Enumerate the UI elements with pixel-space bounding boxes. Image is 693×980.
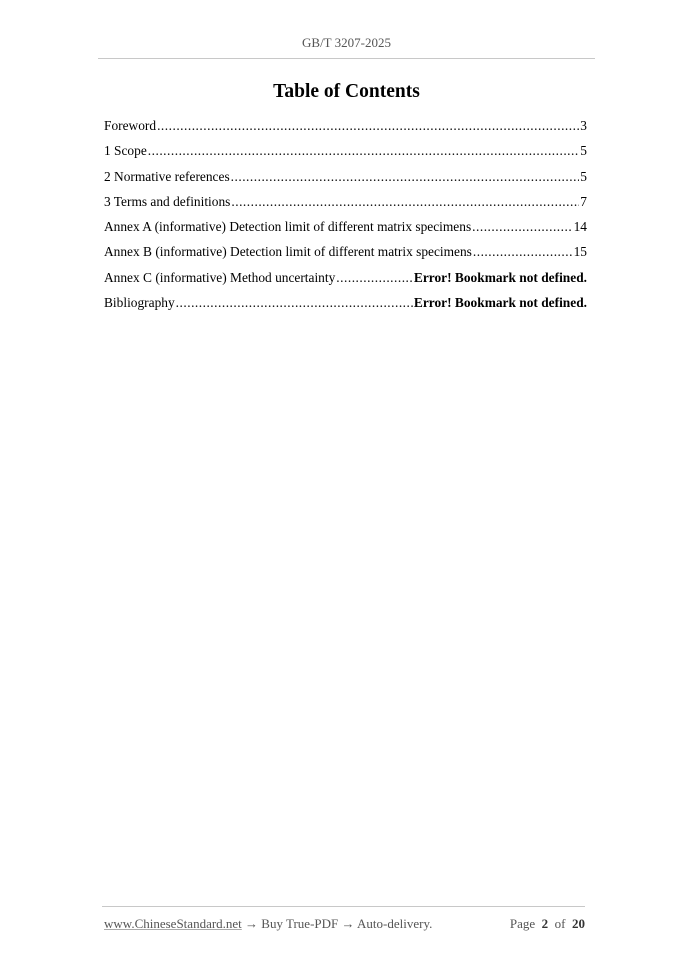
page-title: Table of Contents [273,81,420,102]
website-link[interactable]: www.ChineseStandard.net [104,916,242,931]
toc-entry-page: 3 [580,118,587,133]
toc-entry-label: Annex C (informative) Method uncertainty [104,269,336,285]
toc-leader-dots [336,270,413,286]
toc-entry[interactable] [104,270,587,295]
running-header: GB/T 3207-2025 [302,35,391,50]
toc-entry-page: 5 [580,143,587,159]
toc-entry-label: Bibliography [104,295,175,311]
header-divider [98,58,595,59]
toc-entry-label: Foreword [104,118,157,133]
toc-leader-dots [157,118,579,134]
toc-leader-dots [231,194,579,210]
toc-leader-dots [472,219,572,235]
toc-entry-label: Annex B (informative) Detection limit of different matrix specimens [104,244,472,260]
of-label: of [554,916,566,931]
toc-entry[interactable] [104,143,587,168]
toc-entry-label: 2 Normative references [104,168,230,184]
toc-entry-label: Annex A (informative) Detection limit of different matrix specimens [104,219,472,235]
toc-leader-dots [148,143,580,159]
page-number [510,916,585,932]
toc-entry-label: 1 Scope [104,143,147,159]
toc-leader-dots [231,169,580,185]
page-label: Page [509,916,536,931]
toc-entry-page: 15 [573,244,587,260]
toc-leader-dots [176,295,413,311]
buy-text: Buy True-PDF [261,916,339,931]
toc-entry-page: 5 [580,168,587,184]
current-page: 2 [541,916,549,931]
toc-entry[interactable] [104,295,587,320]
arrow-icon: → [245,916,259,931]
toc-entry[interactable] [104,219,587,244]
arrow-icon: → [341,916,355,931]
footer-divider [102,906,585,907]
toc-entry-page: 14 [573,219,587,235]
toc-entry[interactable] [104,244,587,269]
toc-leader-dots [473,244,573,260]
toc-entry-page: Error! Bookmark not defined. [413,295,587,311]
toc-entry-page: 7 [580,193,587,209]
toc-entry-label: 3 Terms and definitions [104,193,231,209]
toc-entry-page: Error! Bookmark not defined. [413,269,587,285]
delivery-text: Auto-delivery. [357,916,433,931]
page-footer [104,916,585,932]
table-of-contents [104,118,587,320]
total-pages: 20 [572,916,585,931]
toc-entry[interactable] [104,194,587,219]
footer-promo [104,916,432,932]
toc-entry[interactable] [104,169,587,194]
toc-entry[interactable] [104,118,587,143]
